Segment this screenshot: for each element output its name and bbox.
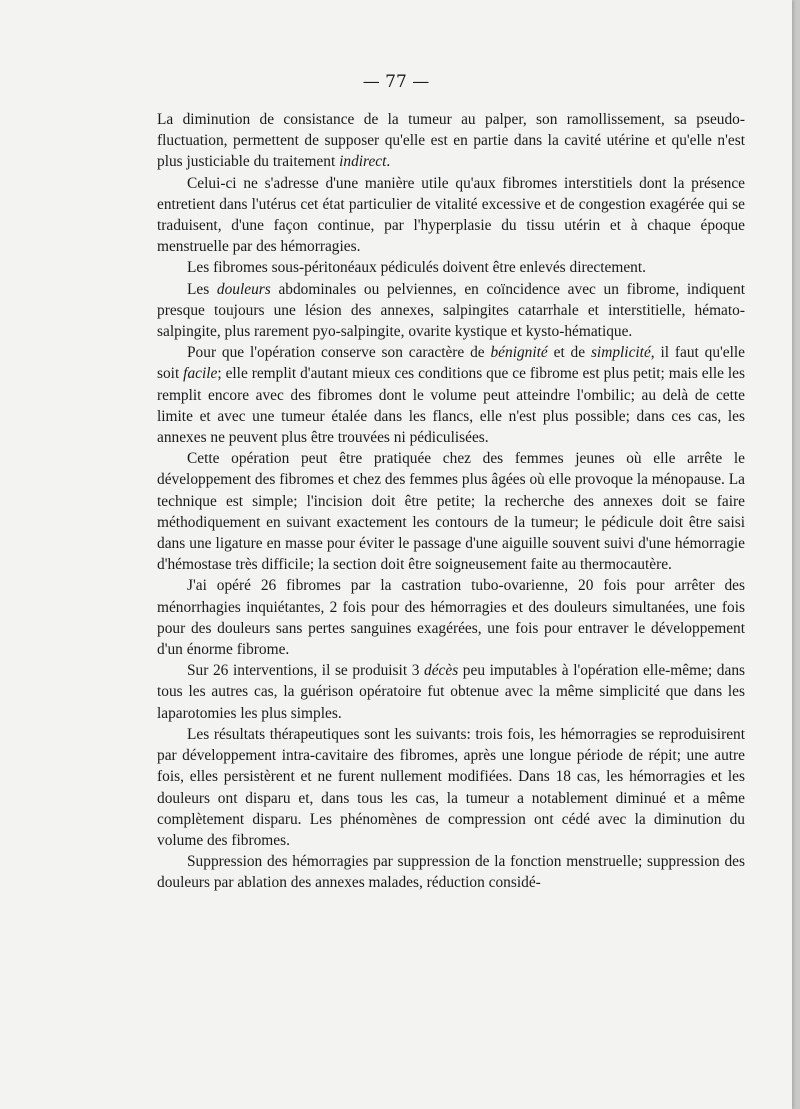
text-segment: ; elle remplit d'autant mieux ces conditions que ce fibrome est plus petit; mais elle les remplit encore avec des fibromes dont le volume peut atteindre l'ombilic; au delà de cette limite et avec une tumeur étalée dans les flancs, elle n'est plus possible; dans ces cas, les annexes ne peuvent plus être trouvées ni pédiculisées. [157, 365, 745, 447]
paragraph [157, 257, 745, 278]
paragraph [157, 109, 745, 173]
paragraph [157, 724, 745, 851]
text-segment: Cette opération peut être pratiquée chez des femmes jeunes où elle arrête le développement des fibromes et chez des femmes plus âgées où elle provoque la ménopause. La technique est simple; l'incision doit être petite; la recherche des annexes doit se faire méthodiquement en suivant exactement les contours de la tumeur; le pédicule doit être saisi dans une ligature en masse pour éviter le passage d'une aiguille souvent suivi d'une hémorragie d'hémostase très difficile; la section doit être soigneusement faite au thermocautère. [157, 450, 745, 574]
text-segment: Celui-ci ne s'adresse d'une manière utile qu'aux fibromes interstitiels dont la présence entretient dans l'utérus cet état particulier de vitalité excessive et de congestion exagérée qui se traduisent, d'une façon continue, par l'hyperplasie du tissu utérin et à chaque époque menstruelle par des hémorragies. [157, 174, 745, 256]
paragraph [157, 342, 745, 448]
text-segment: Suppression des hémorragies par suppression de la fonction menstruelle; suppression des douleurs par ablation des annexes malades, réduction considé- [157, 853, 745, 892]
italic-text: simplicité [590, 344, 651, 362]
text-segment: J'ai opéré 26 fibromes par la castration tubo-ovarienne, 20 fois pour arrêter des ménorrhagies inquiétantes, 2 fois pour des hémorragies et des douleurs simultanées, une fois pour des douleurs sans pertes sanguines exagérées, une fois pour entraver le développement d'un énorme fibrome. [157, 577, 745, 659]
text-segment: La diminution de consistance de la tumeur au palper, son ramollissement, sa pseudo-fluctuation, permettent de supposer qu'elle est en partie dans la cavité utérine et qu'elle n'est plus justiciable du traitement [157, 111, 745, 171]
text-segment: abdominales ou pelviennes, en coïncidence avec un fibrome, indiquent presque toujours une lésion des annexes, salpingites catarrhale et interstitielle, hémato-salpingite, plus rarement pyo-salpingite, ovarite kystique et kysto-hématique. [157, 280, 745, 341]
paragraph [157, 575, 745, 660]
text-segment: et de [547, 344, 591, 362]
italic-text: indirect [339, 153, 387, 171]
text-segment: peu imputables à l'opération elle-même; dans tous les autres cas, la guérison opératoire fut obtenue avec la même simplicité que dans les laparotomies les plus simples. [157, 662, 746, 722]
italic-text: décès [424, 662, 459, 680]
page-number: — 77 — [362, 72, 430, 92]
italic-text: facile [183, 365, 218, 383]
italic-text: bénignité [490, 344, 548, 362]
text-segment: Les résultats thérapeutiques sont les suivants: trois fois, les hémorragies se reproduisirent par développement intra-cavitaire des fibromes, après une longue période de répit; une autre fois, elles persistèrent et ne furent nullement modifiées. Dans 18 cas, les hémorragies et les douleurs ont disparu et, dans tous les cas, la tumeur a notablement diminué et a même complètement disparu. Les phénomènes de compression ont cédé avec la diminution du volume des fibromes. [157, 725, 745, 849]
paragraph [157, 660, 745, 724]
paragraph [157, 448, 745, 575]
paragraph [157, 279, 745, 343]
paragraph [157, 173, 745, 258]
body-text [157, 109, 745, 894]
text-segment: Sur 26 interventions, il se produisit 3 [187, 662, 424, 680]
text-segment: . [386, 153, 391, 171]
italic-text: douleurs [216, 280, 271, 298]
text-segment: Pour que l'opération conserve son caractère de [187, 344, 491, 362]
text-segment: , il faut qu'elle soit [157, 344, 746, 383]
paragraph [157, 851, 745, 893]
text-segment: Les [187, 280, 217, 298]
text-segment: Les fibromes sous-péritonéaux pédiculés doivent être enlevés directement. [187, 259, 646, 277]
